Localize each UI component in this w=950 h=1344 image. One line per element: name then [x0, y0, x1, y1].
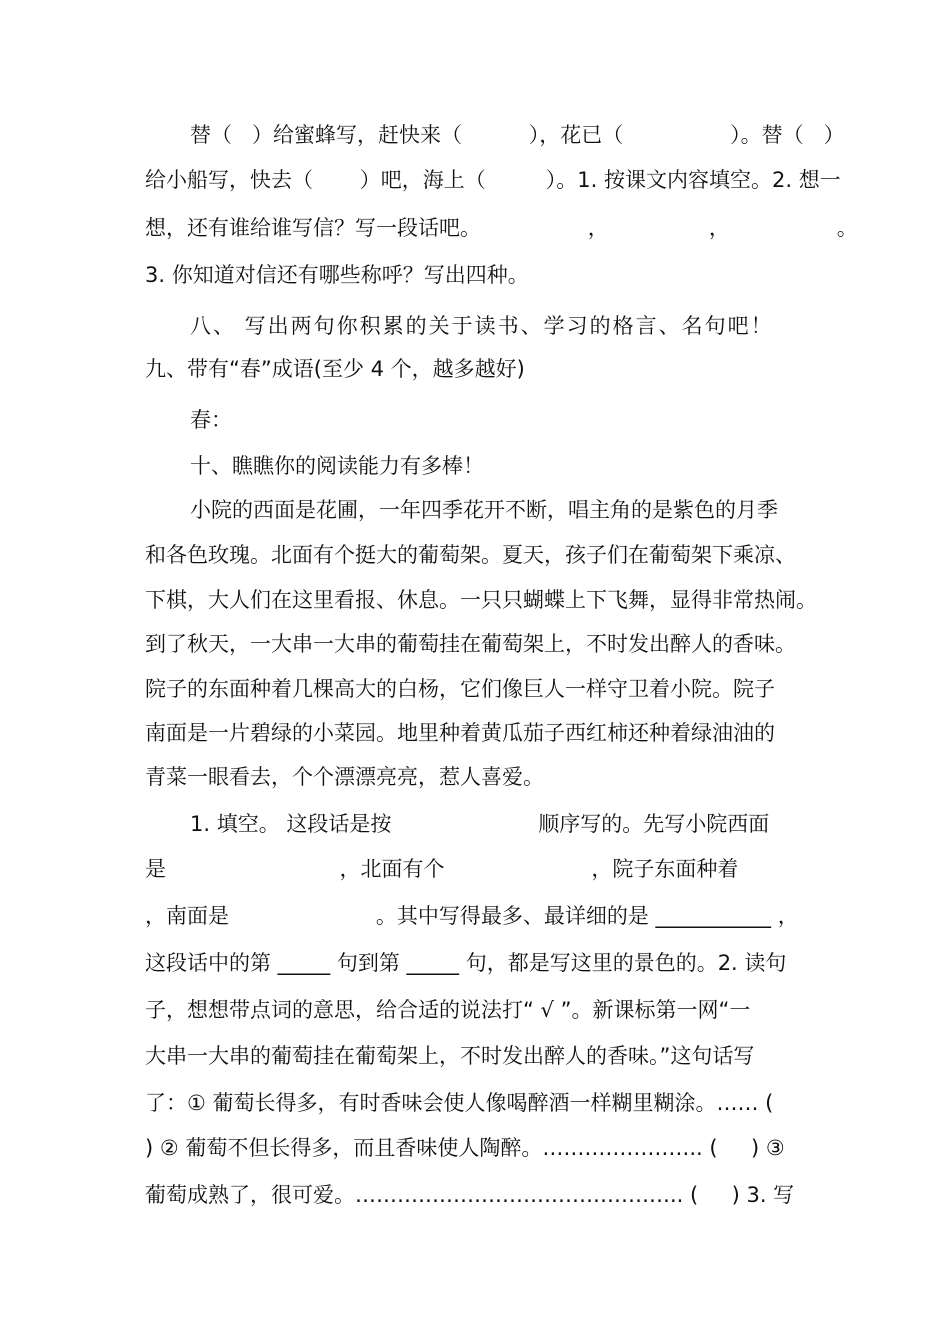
text-line: 3. 你知道对信还有哪些称呼？写出四种。 — [145, 263, 529, 287]
question-line: 子，想想带点词的意思，给合适的说法打“ √ ”。新课标第一网“一 — [145, 998, 751, 1022]
section-heading: 十、瞧瞧你的阅读能力有多棒！ — [190, 454, 484, 478]
text-line: 想，还有谁给谁写信？写一段话吧。 ， ， 。 — [145, 216, 858, 240]
text-line: 到了秋天，一大串一大串的葡萄挂在葡萄架上，不时发出醉人的香味。 — [145, 632, 796, 656]
question-line: 1. 填空。 这段话是按 顺序写的。先写小院西面 — [190, 812, 770, 836]
section-heading: 八、 写出两句你积累的关于读书、学习的格言、名句吧！ — [190, 314, 774, 338]
question-line: 这段话中的第 _____ 句到第 _____ 句，都是写这里的景色的。2. 读句 — [145, 951, 787, 975]
text-line: 院子的东面种着几棵高大的白杨，它们像巨人一样守卫着小院。院子 — [145, 677, 775, 701]
question-line: 大串一大串的葡萄挂在葡萄架上，不时发出醉人的香味。”这句话写 — [145, 1044, 755, 1068]
text-line: 替（ ）给蜜蜂写，赶快来（ ），花已（ ）。替（ ） — [190, 123, 845, 147]
text-line: 青菜一眼看去，个个漂漂亮亮，惹人喜爱。 — [145, 765, 544, 789]
question-line: ) ② 葡萄不但长得多，而且香味使人陶醉。………………….. ( ) ③ — [145, 1136, 785, 1160]
question-line: ，南面是 。其中写得最多、最详细的是 ___________ ， — [145, 904, 799, 928]
text-line: 和各色玫瑰。北面有个挺大的葡萄架。夏天，孩子们在葡萄架下乘凉、 — [145, 543, 796, 567]
section-heading: 九、带有“春”成语(至少 4 个，越多越好) — [145, 357, 525, 381]
text-line: 小院的西面是花圃，一年四季花开不断，唱主角的是紫色的月季 — [190, 498, 778, 522]
text-line: 给小船写，快去（ ）吧，海上（ ）。1. 按课文内容填空。2. 想一 — [145, 168, 841, 192]
question-line: 是 ，北面有个 ，院子东面种着 — [145, 857, 739, 881]
text-line: 南面是一片碧绿的小菜园。地里种着黄瓜茄子西红柿还种着绿油油的 — [145, 721, 775, 745]
text-line: 下棋，大人们在这里看报、休息。一只只蝴蝶上下飞舞，显得非常热闹。 — [145, 588, 817, 612]
question-line: 葡萄成熟了，很可爱。……………………………………….. ( ) 3. 写 — [145, 1183, 795, 1207]
question-line: 了：① 葡萄长得多，有时香味会使人像喝醉酒一样糊里糊涂。…… ( — [145, 1091, 774, 1115]
text-line: 春： — [190, 408, 232, 432]
